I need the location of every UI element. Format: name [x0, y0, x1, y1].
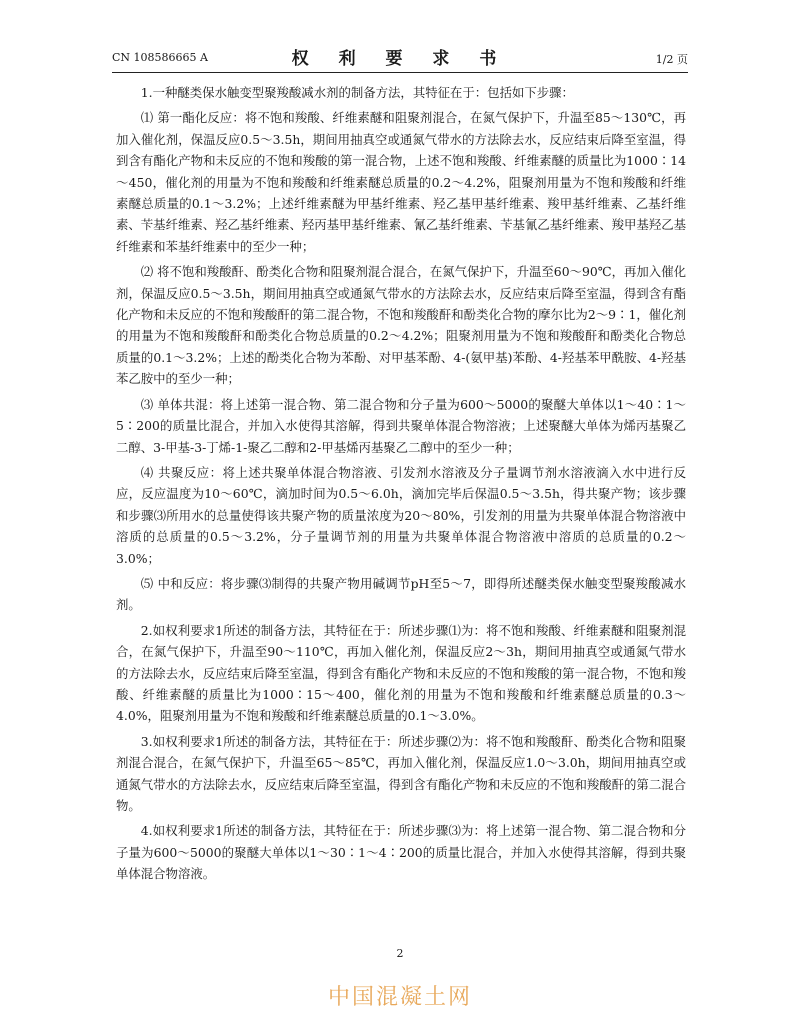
claim-1-step-4: ⑷ 共聚反应：将上述共聚单体混合物溶液、引发剂水溶液及分子量调节剂水溶液滴入水中进行反应，反应温度为10～60℃，滴加时间为0.5～6.0h，滴加完毕后保温0.5～3.5h，得共聚产物；该步骤和步骤⑶所用水的总量使得该共聚产物的质量浓度为20～80%，引发剂的用量为共聚单体混合物溶液中溶质的总质量的0.5～3.2%，分子量调节剂的用量为共聚单体混合物溶液中溶质的总质量的0.2～3.0%；	[116, 464, 686, 566]
claim-3: 3.如权利要求1所述的制备方法，其特征在于：所述步骤⑵为：将不饱和羧酸酐、酚类化合物和阻聚剂混合混合，在氮气保护下，升温至65～85℃，再加入催化剂，保温反应1.0～3.0h，期间用抽真空或通氮气带水的方法除去水，反应结束后降至室温，得到含有酯化产物和未反应的不饱和羧酸酐的第二混合物。	[116, 733, 686, 813]
page-indicator: 1/2 页	[655, 53, 688, 66]
site-watermark: 中国混凝土网	[327, 985, 472, 1010]
claim-4: 4.如权利要求1所述的制备方法，其特征在于：所述步骤⑶为：将上述第一混合物、第二混合物和分子量为600～5000的聚醚大单体以1～30∶1～4∶200的质量比混合，并加入水使得其溶解，得到共聚单体混合物溶液。	[116, 823, 686, 882]
claim-1-intro: 1.一种醚类保水触变型聚羧酸减水剂的制备方法，其特征在于：包括如下步骤：	[140, 85, 574, 100]
claim-1-step-3: ⑶ 单体共混：将上述第一混合物、第二混合物和分子量为600～5000的聚醚大单体以1～40∶1～5∶200的质量比混合，并加入水使得其溶解，得到共聚单体混合物溶液；上述聚醚大单体为烯丙基聚乙二醇、3-甲基-3-丁烯-1-聚乙二醇和2-甲基烯丙基聚乙二醇中的至少一种；	[116, 396, 686, 455]
document-title: 权 利 要 求 书	[291, 49, 509, 69]
page-header	[112, 42, 688, 73]
claim-2: 2.如权利要求1所述的制备方法，其特征在于：所述步骤⑴为：将不饱和羧酸、纤维素醚和阻聚剂混合，在氮气保护下，升温至90～110℃，再加入催化剂，保温反应2～3h，期间用抽真空或通氮气带水的方法除去水，反应结束后降至室温，得到含有酯化产物和未反应的不饱和羧酸的第一混合物，不饱和羧酸、纤维素醚的质量比为1000∶15～400，催化剂的用量为不饱和羧酸和纤维素醚总质量的0.3～4.0%，阻聚剂用量为不饱和羧酸和纤维素醚总质量的0.1～3.0%。	[116, 622, 686, 724]
claim-1-step-2: ⑵ 将不饱和羧酸酐、酚类化合物和阻聚剂混合混合，在氮气保护下，升温至60～90℃，再加入催化剂，保温反应0.5～3.5h，期间用抽真空或通氮气带水的方法除去水，反应结束后降至室温，得到含有酯化产物和未反应的不饱和羧酸酐的第二混合物，不饱和羧酸酐和酚类化合物的摩尔比为2～9∶1，催化剂的用量为不饱和羧酸酐和酚类化合物总质量的0.2～4.2%；阻聚剂用量为不饱和羧酸酐和酚类化合物总质量的0.1～3.2%；上述的酚类化合物为苯酚、对甲基苯酚、4-(氨甲基)苯酚、4-羟基苯甲酰胺、4-羟基苯乙胺中的至少一种；	[116, 264, 686, 387]
claim-1-step-5: ⑸ 中和反应：将步骤⑶制得的共聚产物用碱调节pH至5～7，即得所述醚类保水触变型聚羧酸减水剂。	[116, 575, 686, 613]
claim-1-step-1: ⑴ 第一酯化反应：将不饱和羧酸、纤维素醚和阻聚剂混合，在氮气保护下，升温至85～130℃，再加入催化剂，保温反应0.5～3.5h，期间用抽真空或通氮气带水的方法除去水，反应结束后降至室温，得到含有酯化产物和未反应的不饱和羧酸的第一混合物，上述不饱和羧酸、纤维素醚的质量比为1000∶14～450，催化剂的用量为不饱和羧酸和纤维素醚总质量的0.2～4.2%，阻聚剂用量为不饱和羧酸和纤维素醚总质量的0.1～3.2%；上述纤维素醚为甲基纤维素、羟乙基甲基纤维素、羧甲基纤维素、乙基纤维素、苄基纤维素、羟乙基纤维素、羟丙基甲基纤维素、氰乙基纤维素、苄基氰乙基纤维素、羧甲基羟乙基纤维素和苯基纤维素中的至少一种；	[116, 110, 686, 254]
page-number: 2	[396, 947, 404, 960]
patent-number: CN 108586665 A	[112, 51, 208, 64]
claims-body	[116, 82, 686, 889]
